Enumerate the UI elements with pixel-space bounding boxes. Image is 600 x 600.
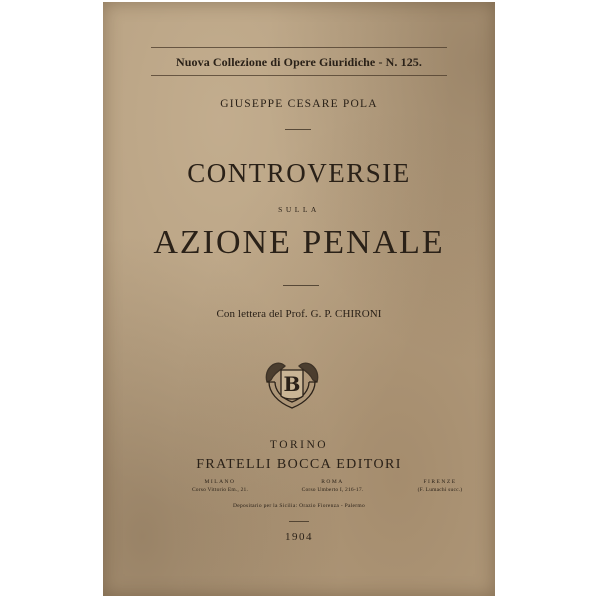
title-sub: AZIONE PENALE (153, 224, 445, 261)
title-rule (283, 285, 319, 286)
publication-place: TORINO (269, 439, 329, 451)
letter-note: Con lettera del Prof. G. P. CHIRONI (216, 308, 382, 320)
year-rule (289, 521, 309, 522)
branch-address: (F. Lumachi succ.) (417, 487, 463, 493)
book-cover (103, 2, 495, 596)
series-title: Nuova Collezione di Opere Giuridiche - N. 125. (175, 55, 423, 69)
branch-milano (165, 479, 275, 493)
author-name: GIUSEPPE CESARE POLA (220, 98, 378, 110)
title-connector: SULLA (278, 205, 320, 214)
series-rule-bottom (151, 75, 447, 76)
svg-text:B: B (283, 372, 301, 396)
branch-address: Corso Umberto I, 216-17. (301, 487, 364, 493)
depot-note: Depositario per la Sicilia: Orazio Fiorenza - Palermo (232, 503, 366, 509)
branch-address: Corso Vittorio Em., 21. (191, 487, 249, 493)
author-rule (285, 129, 311, 130)
branch-city: ROMA (321, 479, 344, 485)
branch-city: MILANO (204, 479, 236, 485)
printer-device-icon (261, 352, 323, 414)
branch-roma (275, 479, 390, 493)
title-main: CONTROVERSIE (187, 158, 411, 188)
publication-year: 1904 (285, 531, 313, 543)
branch-firenze (390, 479, 490, 493)
publisher-name: FRATELLI BOCCA EDITORI (196, 457, 402, 472)
branch-city: FIRENZE (423, 479, 457, 485)
series-rule-top (151, 47, 447, 48)
